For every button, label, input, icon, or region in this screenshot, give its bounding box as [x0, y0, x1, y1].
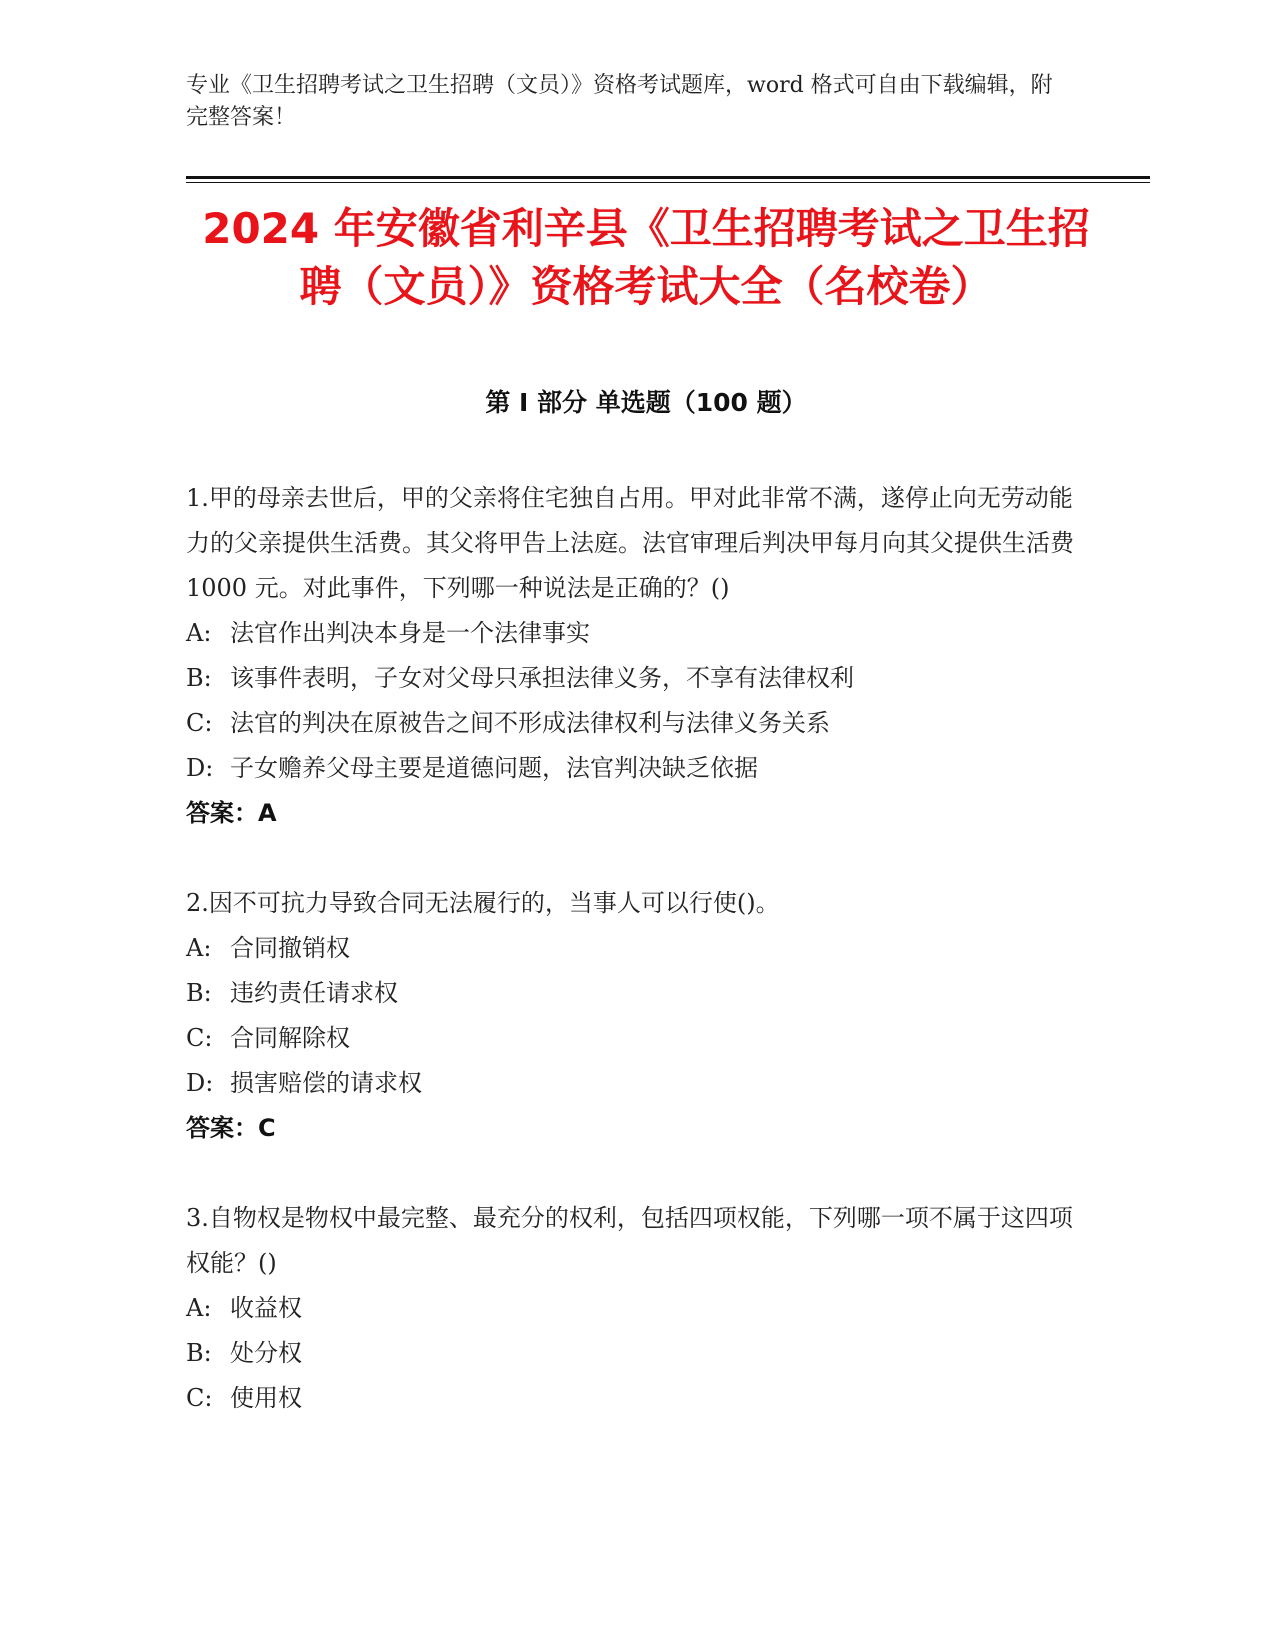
- option-letter: A:: [186, 1294, 212, 1322]
- question-1: [186, 476, 1076, 836]
- question-3-option-b: [186, 1331, 1076, 1376]
- option-letter: B:: [186, 664, 212, 692]
- option-letter: C:: [186, 1384, 213, 1412]
- section-heading: 第 I 部分 单选题（100 题）: [485, 388, 807, 417]
- question-1-option-a: [186, 611, 1076, 656]
- question-1-answer: 答案：A: [186, 799, 277, 827]
- question-2-option-a: [186, 926, 1076, 971]
- question-1-option-c: [186, 701, 1076, 746]
- option-text: 子女赡养父母主要是道德问题，法官判决缺乏依据: [230, 754, 758, 782]
- document-title: 2024 年安徽省利辛县《卫生招聘考试之卫生招聘（文员）》资格考试大全（名校卷）: [202, 204, 1090, 311]
- question-2-option-d: [186, 1061, 1076, 1106]
- question-2: [186, 881, 1076, 1151]
- question-3-option-c: [186, 1376, 1076, 1421]
- question-2-option-c: [186, 1016, 1076, 1061]
- option-letter: D:: [186, 1069, 214, 1097]
- option-text: 法官作出判决本身是一个法律事实: [230, 619, 590, 647]
- option-letter: D:: [186, 754, 214, 782]
- question-spacer: [186, 836, 1076, 881]
- option-text: 法官的判决在原被告之间不形成法律权利与法律义务关系: [230, 709, 830, 737]
- question-2-answer: 答案：C: [186, 1114, 276, 1142]
- question-3-option-a: [186, 1286, 1076, 1331]
- header-rule-thick: [186, 176, 1150, 179]
- option-text: 收益权: [230, 1294, 302, 1322]
- option-letter: A:: [186, 619, 212, 647]
- question-2-stem: 2.因不可抗力导致合同无法履行的，当事人可以行使()。: [186, 889, 780, 917]
- option-text: 合同解除权: [230, 1024, 350, 1052]
- question-2-option-b: [186, 971, 1076, 1016]
- option-text: 合同撤销权: [230, 934, 350, 962]
- option-letter: B:: [186, 1339, 212, 1367]
- option-text: 该事件表明，子女对父母只承担法律义务，不享有法律权利: [230, 664, 854, 692]
- question-list: [186, 476, 1076, 1421]
- question-3-stem: 3.自物权是物权中最完整、最充分的权利，包括四项权能，下列哪一项不属于这四项权能？(): [186, 1204, 1073, 1277]
- option-text: 损害赔偿的请求权: [230, 1069, 422, 1097]
- question-spacer: [186, 1151, 1076, 1196]
- question-1-option-b: [186, 656, 1076, 701]
- option-letter: A:: [186, 934, 212, 962]
- question-1-stem: 1.甲的母亲去世后，甲的父亲将住宅独自占用。甲对此非常不满，遂停止向无劳动能力的父亲提供生活费。其父将甲告上法庭。法官审理后判决甲每月向其父提供生活费 1000 元。对此事件，下列哪一种说法是正确的？(): [186, 484, 1074, 602]
- option-letter: C:: [186, 709, 213, 737]
- question-1-option-d: [186, 746, 1076, 791]
- question-3: [186, 1196, 1076, 1421]
- option-text: 处分权: [230, 1339, 302, 1367]
- option-text: 使用权: [230, 1384, 302, 1412]
- option-letter: C:: [186, 1024, 213, 1052]
- option-text: 违约责任请求权: [230, 979, 398, 1007]
- option-letter: B:: [186, 979, 212, 1007]
- header-rule-thin: [186, 182, 1150, 183]
- header-note: 专业《卫生招聘考试之卫生招聘（文员）》资格考试题库，word 格式可自由下载编辑，附完整答案！: [186, 73, 1053, 130]
